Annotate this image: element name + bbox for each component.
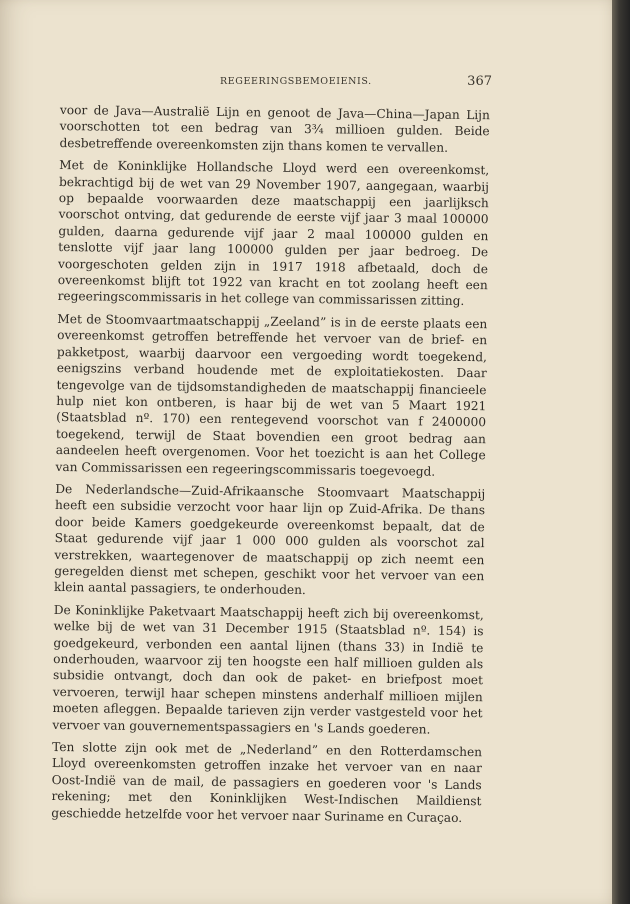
page-header — [60, 74, 492, 92]
body-text — [51, 102, 490, 832]
paragraph: De Nederlandsche—Zuid-Afrikaansche Stoomvaart Maatschappij heeft een subsidie verzocht voor haar lijn op Zuid-Afrika. De thans door beide Kamers goedgekeurde overeenkomst bepaalt, dat de Staat gedurende vijf jaar 1 000 000 gulden als voorschot zal verstrekken, waartegenover de maatschappij op zich neemt een geregelden dienst met schepen, geschikt voor het vervoer van een klein aantal passagiers, te onderhouden. — [53, 481, 486, 598]
paragraph: Ten slotte zijn ook met de „Nederland” en den Rotterdamschen Lloyd overeenkomsten getroffen inzake het vervoer van en naar Oost-Indië van de mail, de passagiers en goederen voor 's Lands rekening; met den Koninklijken West-Indischen Maildienst geschiedde hetzelfde voor het vervoer naar Suriname en Curaçao. — [51, 739, 483, 825]
page-number: 367 — [467, 74, 492, 89]
paragraph: voor de Java—Australië Lijn en genoot de Java—China—Japan Lijn voorschotten tot een bedrag van 3¾ millioen gulden. Beide desbetreffende overeenkomsten zijn thans komen te vervallen. — [59, 102, 490, 155]
paragraph: Met de Koninklijke Hollandsche Lloyd werd een overeenkomst, bekrachtigd bij de wet van 29 November 1907, aangegaan, waarbij op bepaalde voorwaarden deze maatschappij een jaarlijksch voorschot ontving, dat gedurende de eerste vijf jaar 3 maal 100000 gulden, daarna gedurende vijf jaar 2 maal 100000 gulden en tenslotte vijf jaar lang 100000 gulden per jaar bedroeg. De voorgeschoten gelden zijn in 1917 1918 afbetaald, doch de overeenkomst blijft tot 1922 van kracht en tot zoolang heeft een regeeringscommissaris in het college van commissarissen zitting. — [57, 158, 490, 309]
running-title: REGEERINGSBEMOEIENIS. — [220, 76, 372, 87]
paragraph: Met de Stoomvaartmaatschappij „Zeeland” is in de eerste plaats een overeenkomst getroffen betreffende het vervoer van de brief- en pakketpost, waarbij daarvoor een vergoeding wordt toegekend, eenigszins verband houdende met de exploitatiekosten. Daar tengevolge van de tijdsomstandigheden de maatschappij financieele hulp niet kon ontberen, is haar bij de wet van 5 Maart 1921 (Staatsblad nº. 170) een rentegevend voorschot van f 2400000 toegekend, terwijl de Staat bovendien een groot bedrag aan aandeelen heeft overgenomen. Voor het toezicht is aan het College van Commissarissen een regeeringscommissaris toegevoegd. — [55, 311, 488, 479]
paragraph: De Koninklijke Paketvaart Maatschappij heeft zich bij overeenkomst, welke bij de wet van 31 December 1915 (Staatsblad nº. 154) is goedgekeurd, verbonden een aantal lijnen (thans 33) in Indië te onderhouden, waarvoor zij ten hoogste een half millioen gulden als subsidie ontvangt, doch dan ook de paket- en briefpost moet vervoeren, terwijl haar schepen minstens anderhalf millioen mijlen moeten afleggen. Bepaalde tarieven zijn verder vastgesteld voor het vervoer van gouvernementspassagiers en 's Lands goederen. — [52, 602, 484, 737]
page-edge — [612, 0, 630, 904]
